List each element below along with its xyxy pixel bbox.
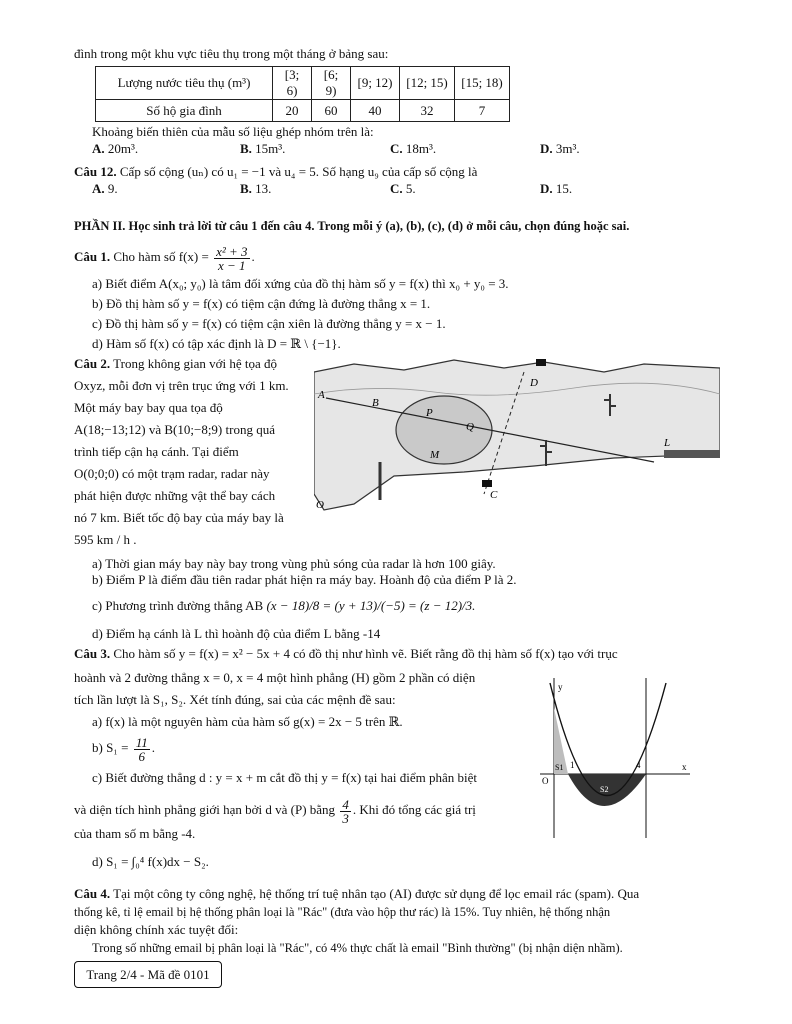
table-cell: [9; 12) — [351, 67, 400, 100]
c3-line-1-text: Cho hàm số y = f(x) = x² − 5x + 4 có đồ thị như hình vẽ. Biết rằng đồ thị hàm số f(x) tạo với trục — [113, 646, 618, 661]
q12-option-a[interactable] — [92, 181, 118, 197]
c3-item-c-line-2 — [74, 794, 476, 826]
graph-label-o: O — [542, 776, 549, 786]
c4-line-3: diện không chính xác tuyệt đối: — [74, 922, 239, 937]
q11-option-c[interactable] — [390, 141, 436, 157]
q11-option-b[interactable] — [240, 141, 285, 157]
fig-label-l: L — [664, 437, 671, 449]
fig-label-d: D — [530, 377, 538, 389]
c1-fraction-den: x − 1 — [218, 257, 246, 273]
option-label: A. — [92, 141, 105, 156]
c3-item-c-line-3: của tham số m bằng -4. — [74, 826, 196, 841]
option-text: 9. — [107, 181, 118, 196]
c4-label: Câu 4. — [74, 886, 111, 901]
table-cell: 60 — [312, 100, 351, 122]
c2-item-d: d) Điểm hạ cánh là L thì hoành độ của điểm L bằng -14 — [92, 626, 381, 641]
fig-label-m: M — [430, 449, 440, 461]
table-cell: [3; 6) — [273, 67, 312, 100]
c4-line-2: thống kê, tỉ lệ email bị hệ thống phân loại là "Rác" (đưa vào hộp thư rác) là 15%. Tuy nhiên, hệ thống nhận — [74, 905, 611, 919]
c2-line-3: Một máy bay bay qua tọa độ — [74, 400, 223, 415]
c2-line-4: A(18;−13;12) và B(10;−8;9) trong quá — [74, 422, 275, 437]
q11-option-a[interactable] — [92, 141, 138, 157]
q11-stem: Khoảng biến thiên của mẫu số liệu ghép nhóm trên là: — [92, 124, 374, 139]
c4-line-1 — [74, 886, 639, 902]
table-cell: [6; 9) — [312, 67, 351, 100]
c1-item-d: d) Hàm số f(x) có tập xác định là D = ℝ \ {−1}. — [92, 336, 341, 351]
q11-option-d[interactable] — [540, 141, 580, 157]
c2-line-8: nó 7 km. Biết tốc độ bay của máy bay là — [74, 510, 284, 525]
fig-label-o: O — [316, 499, 324, 511]
option-label: B. — [240, 141, 252, 156]
c3-b-fraction — [134, 736, 150, 763]
c3-line-1 — [74, 646, 618, 662]
flag-c-icon — [482, 480, 492, 487]
graph-label-s2: S2 — [600, 785, 609, 794]
table-cell: [12; 15) — [400, 67, 455, 100]
c2-item-c — [92, 598, 475, 614]
c3-item-b: b) S₁ = $\frac{11}{6}$ . — [92, 734, 155, 764]
c4-line-4: Trong số những email bị phân loại là "Rác", có 4% thực chất là email "Bình thường" (bị nhận diện nhầm). — [92, 941, 623, 955]
c1-item-a: a) Biết điểm A(x₀; y₀) là tâm đối xứng của đồ thị hàm số y = f(x) thì x₀ + y₀ = 3. — [92, 276, 509, 291]
graph-label-4: 4 — [636, 760, 641, 770]
option-text: 18m³. — [405, 141, 437, 156]
c2-line-9: 595 km / h . — [74, 532, 137, 547]
c2-line-6: O(0;0;0) có một trạm radar, radar này — [74, 466, 270, 481]
c3-c2-num: 4 — [342, 796, 349, 812]
c3-c2-den: 3 — [342, 810, 349, 826]
c3-line-2: hoành và 2 đường thẳng x = 0, x = 4 một hình phẳng (H) gồm 2 phần có diện — [74, 670, 476, 685]
c3-c2-prefix: và diện tích hình phẳng giới hạn bởi d và (P) bằng — [74, 802, 336, 817]
table-cell: 7 — [455, 100, 510, 122]
c3-b-num: 11 — [135, 734, 148, 750]
runway-shape — [664, 450, 720, 458]
table-cell: Số hộ gia đình — [96, 100, 273, 122]
c1-fraction — [214, 245, 249, 272]
c3-c2-suffix: . Khi đó tổng các giá trị — [352, 802, 476, 817]
c3-item-a: a) f(x) là một nguyên hàm của hàm số g(x) = 2x − 5 trên ℝ. — [92, 714, 403, 729]
option-text: 15m³. — [255, 141, 286, 156]
fig-label-a: A — [318, 389, 325, 401]
graph-label-1: 1 — [570, 760, 575, 770]
graph-label-x: x — [682, 762, 687, 772]
option-label: D. — [540, 141, 553, 156]
table-cell: [15; 18) — [455, 67, 510, 100]
option-text: 13. — [255, 181, 272, 196]
table-row — [96, 100, 510, 122]
page-footer: Trang 2/4 - Mã đề 0101 — [74, 961, 222, 988]
radar-landscape-figure — [314, 354, 720, 514]
c1-item-c: c) Đồ thị hàm số y = f(x) có tiệm cận xiên là đường thẳng y = x − 1. — [92, 316, 446, 331]
graph-label-s1: S1 — [555, 763, 564, 772]
option-text: 5. — [405, 181, 416, 196]
table-row — [96, 67, 510, 100]
q12-label: Câu 12. — [74, 164, 117, 179]
q12-option-d[interactable] — [540, 181, 572, 197]
c2-item-a: a) Thời gian máy bay này bay trong vùng phủ sóng của radar là hơn 100 giây. — [92, 556, 496, 571]
c1-item-b: b) Đồ thị hàm số y = f(x) có tiệm cận đứng là đường thẳng x = 1. — [92, 296, 431, 311]
table-cell: 40 — [351, 100, 400, 122]
fig-label-b: B — [372, 397, 379, 409]
c2-line-2: Oxyz, mỗi đơn vị trên trục ứng với 1 km. — [74, 378, 289, 393]
c3-item-c-line-1: c) Biết đường thẳng d : y = x + m cắt đồ thị y = f(x) tại hai điểm phân biệt — [92, 770, 478, 785]
table-cell: 20 — [273, 100, 312, 122]
c1-stem: Cho hàm số f(x) = — [113, 249, 209, 264]
c3-b-den: 6 — [138, 748, 145, 764]
table-cell: Lượng nước tiêu thụ (m³) — [96, 67, 273, 100]
fig-label-p: P — [426, 407, 433, 419]
c2-line-text: Trong không gian với hệ tọa độ — [113, 356, 277, 371]
fig-label-c: C — [490, 489, 498, 501]
frequency-table — [95, 66, 510, 122]
table-cell: 32 — [400, 100, 455, 122]
c3-item-b-prefix: b) S₁ = — [92, 740, 129, 755]
option-text: 15. — [555, 181, 573, 196]
part2-heading: PHẦN II. Học sinh trả lời từ câu 1 đến câu 4. Trong mỗi ý (a), (b), (c), (d) ở mỗi câu, chọn đúng hoặc sai. — [74, 219, 630, 233]
fig-label-q: Q — [466, 421, 474, 433]
option-text: 3m³. — [555, 141, 580, 156]
q12-stem: Cấp số cộng (uₙ) có u₁ = −1 và u₄ = 5. Số hạng u₉ của cấp số cộng là — [119, 164, 478, 179]
c2-label: Câu 2. — [74, 356, 111, 371]
c4-line-1-text: Tại một công ty công nghệ, hệ thống trí tuệ nhân tạo (AI) được sử dụng để lọc email rác (spam). Qua — [113, 886, 640, 901]
c1-fraction-num: x² + 3 — [216, 243, 248, 259]
q12-option-b[interactable] — [240, 181, 271, 197]
option-label: D. — [540, 181, 553, 196]
flag-d-icon — [536, 359, 546, 366]
option-label: B. — [240, 181, 252, 196]
graph-label-y: y — [558, 682, 563, 692]
c3-line-3: tích lần lượt là S₁, S₂. Xét tính đúng, sai của các mệnh đề sau: — [74, 692, 396, 707]
c2-line-7: phát hiện được những vật thể bay cách — [74, 488, 276, 503]
c2-item-c-equation: (x − 18)/8 = (y + 13)/(−5) = (z − 12)/3. — [266, 598, 476, 613]
c2-item-c-prefix: c) Phương trình đường thẳng AB — [92, 598, 264, 613]
parabola-graph — [540, 678, 690, 838]
c3-item-d: d) S₁ = ∫₀⁴ f(x)dx − S₂. — [92, 854, 209, 869]
c2-line-1 — [74, 356, 277, 372]
c1-label: Câu 1. — [74, 249, 111, 264]
radar-sphere — [396, 396, 492, 464]
option-label: C. — [390, 181, 403, 196]
q12-stem-line — [74, 164, 477, 180]
option-text: 20m³. — [107, 141, 139, 156]
option-label: A. — [92, 181, 105, 196]
option-label: C. — [390, 141, 403, 156]
c2-item-b: b) Điểm P là điểm đầu tiên radar phát hiện ra máy bay. Hoành độ của điểm P là 2. — [92, 572, 517, 587]
c3-label: Câu 3. — [74, 646, 111, 661]
c3-c2-fraction — [340, 798, 351, 825]
c1-stem-line: Câu 1. Cho hàm số f(x) = $\frac{\text{x² + 3}}{x - 1}$ . — [74, 243, 255, 273]
intro-line: đình trong một khu vực tiêu thụ trong một tháng ở bảng sau: — [74, 46, 389, 61]
q12-option-c[interactable] — [390, 181, 416, 197]
c2-line-5: trình tiếp cận hạ cánh. Tại điểm — [74, 444, 239, 459]
